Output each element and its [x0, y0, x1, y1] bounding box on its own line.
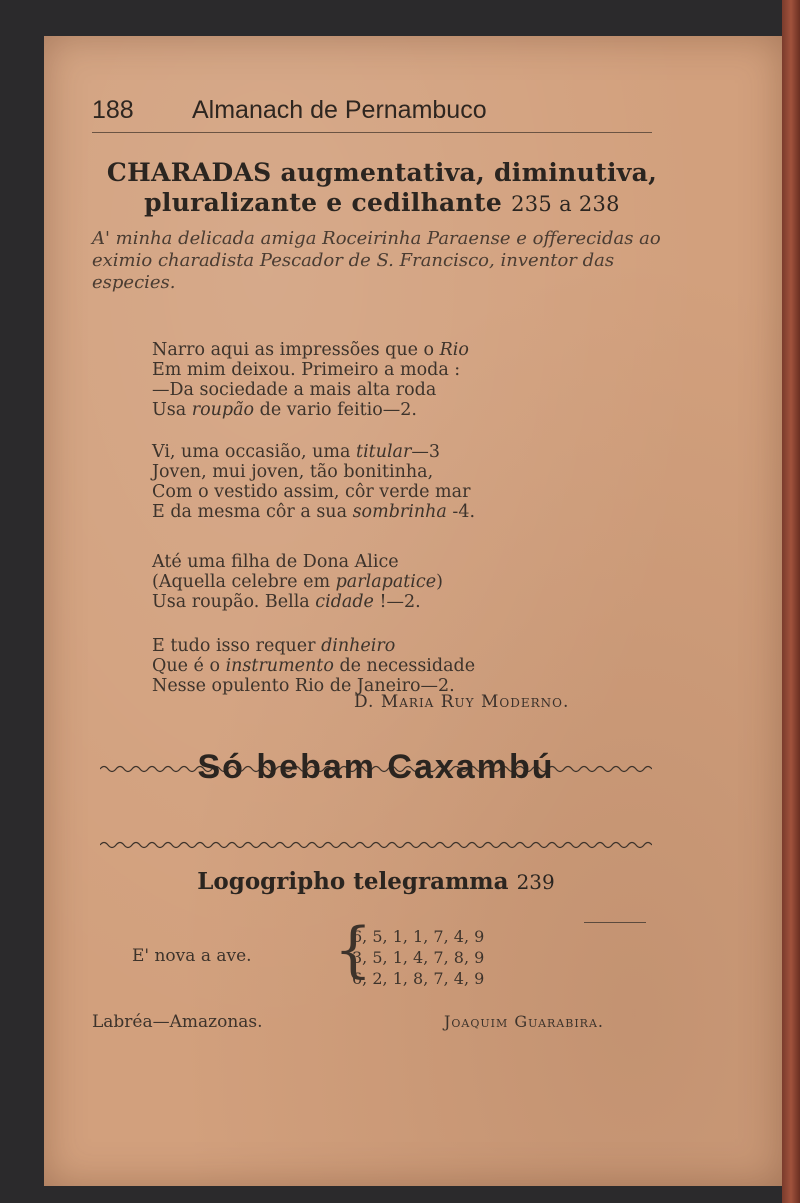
logogripho-numbers [352, 926, 484, 989]
brace-icon: { [334, 915, 373, 985]
wavy-rule-bottom [100, 840, 652, 850]
charada-title-line1: CHARADAS augmentativa, diminutiva, [106, 158, 658, 187]
number-line: 3, 5, 1, 4, 7, 8, 9 [352, 948, 485, 967]
charada-title-line2: pluralizante e cedilhante [144, 188, 503, 217]
stanza-3 [152, 552, 592, 612]
header-rule [92, 132, 652, 133]
charada-title [92, 158, 672, 219]
advert-caxambu: Só bebam Caxambú [197, 748, 555, 786]
charada-signature: D. Maria Ruy Moderno. [354, 692, 570, 712]
verse-line: Que é o instrumento de necessidade [152, 656, 476, 676]
book-spine [782, 0, 800, 1203]
verse-line: Até uma filha de Dona Alice [152, 552, 399, 572]
stanza-1 [152, 340, 592, 420]
verse-line: E da mesma côr a sua sombrinha -4. [152, 502, 476, 522]
verse-line: Com o vestido assim, côr verde mar [152, 482, 471, 502]
stanza-4 [152, 636, 592, 696]
page-number: 188 [92, 96, 134, 124]
number-line: 6, 2, 1, 8, 7, 4, 9 [352, 969, 485, 988]
verse-line: Nesse opulento Rio de Janeiro—2. [152, 676, 455, 696]
charada-numbers: 235 a 238 [511, 192, 620, 216]
logogripho-author: Joaquim Guarabira. [444, 1012, 604, 1031]
running-title: Almanach de Pernambuco [192, 96, 487, 124]
verse-line: (Aquella celebre em parlapatice) [152, 572, 443, 592]
logogripho-number: 239 [516, 870, 555, 894]
verse-line: Em mim deixou. Primeiro a moda : [152, 360, 461, 380]
verse-line: Joven, mui joven, tão bonitinha, [152, 462, 434, 482]
verse-line: E tudo isso requer dinheiro [152, 636, 396, 656]
verse-line: —Da sociedade a mais alta roda [152, 380, 437, 400]
short-rule [584, 922, 646, 923]
logogripho-clue: E' nova a ave. [132, 946, 252, 966]
stanza-2 [152, 442, 592, 522]
logogripho-title: Logogripho telegramma 239 [197, 868, 555, 895]
dedication: A' minha delicada amiga Roceirinha Paraense e offerecidas ao eximio charadista Pescador de S. Francisco, inventor das especies. [92, 228, 661, 293]
number-line: 6, 5, 1, 1, 7, 4, 9 [352, 927, 485, 946]
verse-line: Narro aqui as impressões que o Rio [152, 340, 469, 360]
verse-line: Vi, uma occasião, uma titular—3 [152, 442, 441, 462]
verse-line: Usa roupão. Bella cidade !—2. [152, 592, 421, 612]
verse-line: Usa roupão de vario feitio—2. [152, 400, 417, 420]
running-header [92, 96, 652, 125]
logogripho-place: Labréa—Amazonas. [92, 1012, 263, 1032]
